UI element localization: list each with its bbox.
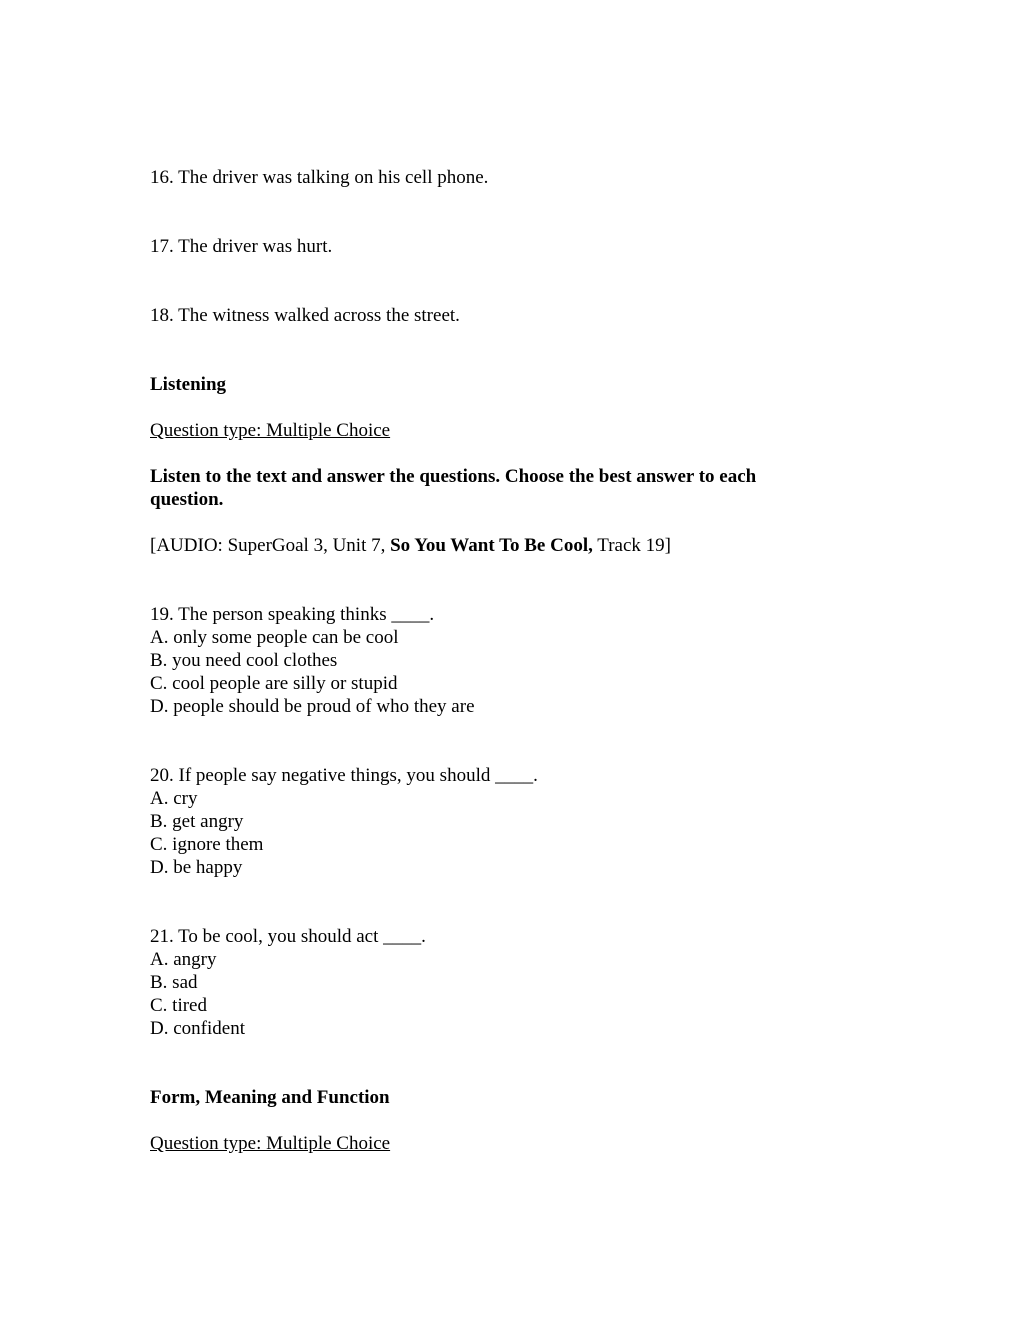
question-19-option-d: D. people should be proud of who they are xyxy=(150,696,475,717)
audio-reference xyxy=(150,534,671,557)
question-19-option-a: A. only some people can be cool xyxy=(150,627,399,648)
question-21-option-b: B. sad xyxy=(150,972,198,993)
question-20-option-d: D. be happy xyxy=(150,857,243,878)
question-21-option-c: C. tired xyxy=(150,995,207,1016)
statement-18: 18. The witness walked across the street. xyxy=(150,305,460,326)
audio-title: So You Want To Be Cool, xyxy=(390,535,593,556)
question-20-option-c: C. ignore them xyxy=(150,834,264,855)
question-19-option-c: C. cool people are silly or stupid xyxy=(150,673,398,694)
listening-instruction-line1: Listen to the text and answer the questions. Choose the best answer to each xyxy=(150,466,757,487)
question-20-option-b: B. get angry xyxy=(150,811,244,832)
question-19-stem: 19. The person speaking thinks ____. xyxy=(150,604,435,625)
form-meaning-heading: Form, Meaning and Function xyxy=(150,1087,390,1108)
form-meaning-question-type: Question type: Multiple Choice xyxy=(150,1133,391,1154)
question-20-stem: 20. If people say negative things, you should ____. xyxy=(150,765,538,786)
question-21-option-d: D. confident xyxy=(150,1018,245,1039)
question-19-option-b: B. you need cool clothes xyxy=(150,650,338,671)
question-21-stem: 21. To be cool, you should act ____. xyxy=(150,926,426,947)
listening-question-type: Question type: Multiple Choice xyxy=(150,420,391,441)
listening-instruction-line2: question. xyxy=(150,489,224,510)
question-21-option-a: A. angry xyxy=(150,949,217,970)
listening-heading: Listening xyxy=(150,374,227,395)
audio-prefix: [AUDIO: SuperGoal 3, Unit 7, xyxy=(150,535,391,556)
audio-suffix: Track 19] xyxy=(592,535,671,556)
statement-16: 16. The driver was talking on his cell phone. xyxy=(150,167,489,188)
question-20-option-a: A. cry xyxy=(150,788,198,809)
statement-17: 17. The driver was hurt. xyxy=(150,236,333,257)
